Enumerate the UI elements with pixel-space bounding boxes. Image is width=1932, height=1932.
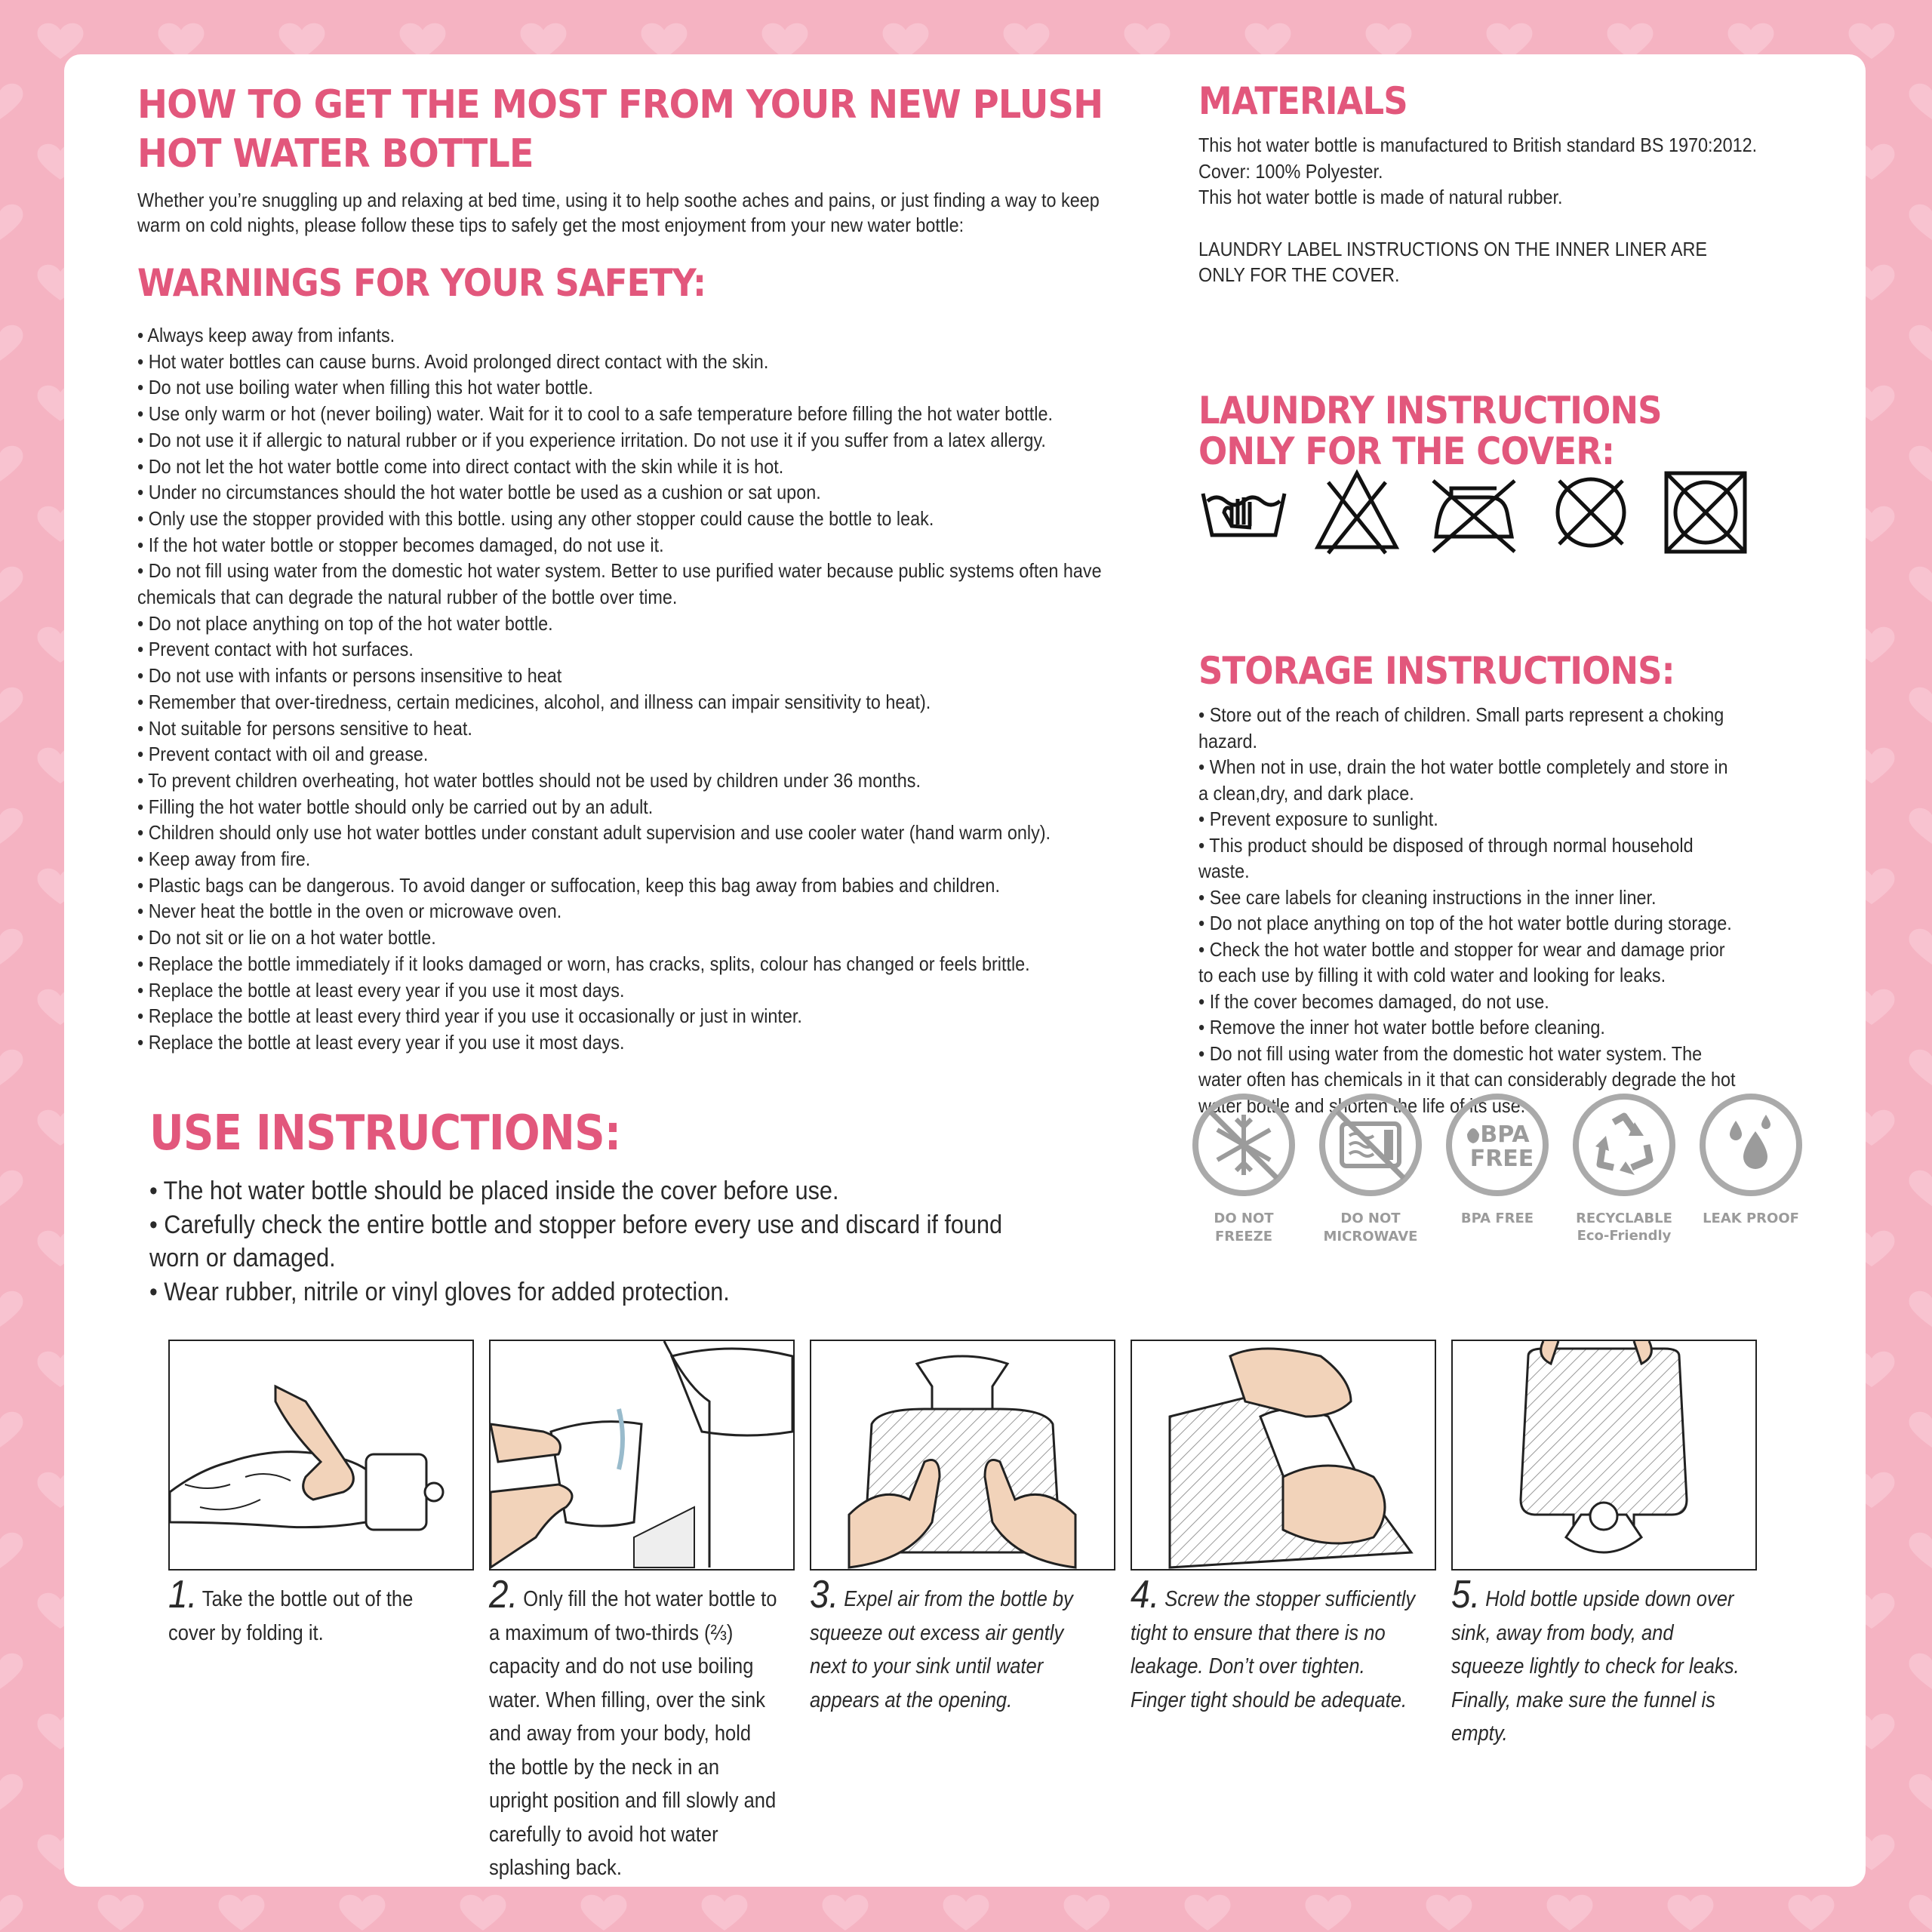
remove-cover-illustration — [168, 1340, 474, 1571]
warning-item: • Prevent contact with oil and grease. — [137, 741, 1170, 768]
storage-title: STORAGE INSTRUCTIONS: — [1198, 649, 1675, 693]
warning-item: • Replace the bottle at least every year if you use it most days. — [137, 977, 1170, 1004]
step-text — [1131, 1573, 1423, 1717]
step-description: Hold bottle upside down over sink, away from body, and squeeze lightly to check for leaks. Finally, make sure the funnel is empty. — [1451, 1587, 1740, 1746]
do-not-iron-icon — [1429, 467, 1519, 558]
warning-item: • Always keep away from infants. — [137, 322, 1170, 349]
left-column — [137, 81, 1179, 1056]
warnings-list — [137, 322, 1170, 1056]
storage-item-text: Do not place anything on top of the hot water bottle during storage. — [1209, 912, 1732, 934]
badge-do-not-freeze — [1183, 1092, 1304, 1246]
badge-recyclable — [1564, 1092, 1684, 1244]
use-item: • Wear rubber, nitrile or vinyl gloves for added protection. — [149, 1275, 1046, 1309]
storage-item-text: Remove the inner hot water bottle before cleaning. — [1209, 1016, 1605, 1038]
warning-item: • Not suitable for persons sensitive to heat. — [137, 715, 1170, 742]
step-text — [489, 1573, 781, 1885]
step-5 — [1451, 1340, 1757, 1751]
recycle-icon — [1571, 1092, 1677, 1198]
storage-item — [1198, 884, 1742, 911]
storage-list — [1198, 702, 1802, 1118]
warning-item: • Replace the bottle at least every third year if you use it occasionally or just in winter. — [137, 1003, 1170, 1029]
warning-item: • Never heat the bottle in the oven or microwave oven. — [137, 898, 1170, 924]
use-item: • Carefully check the entire bottle and stopper before every use and discard if found worn or damaged. — [149, 1208, 1046, 1275]
storage-item-text: If the cover becomes damaged, do not use. — [1209, 989, 1549, 1013]
leak-proof-icon — [1698, 1092, 1804, 1198]
storage-item-text: This product should be disposed of through normal household waste. — [1198, 833, 1694, 882]
storage-item-text: Store out of the reach of children. Small parts represent a choking hazard. — [1198, 703, 1724, 752]
laundry-symbols — [1198, 467, 1802, 558]
materials-line: This hot water bottle is manufactured to British standard BS 1970:2012. — [1198, 134, 1758, 156]
step-description: Take the bottle out of the cover by folding it. — [168, 1587, 414, 1645]
no-freeze-icon — [1191, 1092, 1297, 1198]
warning-item: • Do not sit or lie on a hot water bottle. — [137, 924, 1170, 951]
badge-bpa-free — [1437, 1092, 1558, 1228]
do-not-bleach-icon — [1312, 467, 1402, 558]
storage-item-text: Check the hot water bottle and stopper for wear and damage prior to each use by filling it with cold water and looking for leaks. — [1198, 937, 1725, 986]
do-not-tumble-dry-icon — [1660, 467, 1751, 558]
bullet: • — [1198, 1041, 1210, 1065]
use-item: • The hot water bottle should be placed inside the cover before use. — [149, 1174, 1046, 1208]
warning-item: • Do not use boiling water when filling this hot water bottle. — [137, 374, 1170, 401]
step-number: 2. — [489, 1573, 518, 1617]
no-microwave-icon — [1318, 1092, 1423, 1198]
bpa-free-icon — [1444, 1092, 1550, 1198]
step-1 — [168, 1340, 474, 1650]
storage-item — [1198, 910, 1742, 937]
step-description: Screw the stopper sufficiently tight to ensure that there is no leakage. Don’t over tighten. Finger tight should be adequate. — [1131, 1587, 1416, 1712]
bullet: • — [1198, 937, 1210, 961]
warning-item: • Hot water bottles can cause burns. Avoid prolonged direct contact with the skin. — [137, 349, 1170, 375]
intro-paragraph: Whether you’re snuggling up and relaxing at bed time, using it to help soothe aches and pains, or just finding a way to keep warm on cold nights, please follow these tips to safely get the most enjoyment from your new water bottle: — [137, 189, 1100, 236]
warning-item: • Plastic bags can be dangerous. To avoid danger or suffocation, keep this bag away from babies and children. — [137, 872, 1170, 899]
warning-item: • Under no circumstances should the hot water bottle be used as a cushion or sat upon. — [137, 479, 1170, 506]
do-not-dry-clean-icon — [1546, 467, 1636, 558]
badge-label: DO NOT MICROWAVE — [1323, 1211, 1418, 1244]
step-number: 3. — [810, 1573, 839, 1617]
steps-row — [168, 1340, 1829, 1880]
fill-kettle-illustration — [489, 1340, 795, 1571]
warning-item: • To prevent children overheating, hot water bottles should not be used by children under 36 months. — [137, 768, 1170, 794]
storage-item — [1198, 754, 1742, 806]
feature-badges — [1183, 1092, 1832, 1243]
use-list — [149, 1174, 1046, 1309]
main-title: HOW TO GET THE MOST FROM YOUR NEW PLUSH HOT WATER BOTTLE — [137, 82, 1103, 177]
step-3 — [810, 1340, 1115, 1717]
badge-do-not-microwave — [1310, 1092, 1431, 1246]
step-description: Expel air from the bottle by squeeze out excess air gently next to your sink until water appears at the opening. — [810, 1587, 1073, 1712]
badge-sub-label: Eco-Friendly — [1577, 1228, 1672, 1244]
hand-wash-icon — [1198, 467, 1289, 558]
step-text — [1451, 1573, 1743, 1751]
warning-item: • Do not use with infants or persons insensitive to heat — [137, 663, 1170, 689]
storage-section — [1198, 651, 1802, 1118]
warning-item: • Use only warm or hot (never boiling) water. Wait for it to cool to a safe temperature before filling the hot water bottle. — [137, 401, 1170, 427]
badge-leak-proof — [1690, 1092, 1811, 1228]
warning-item: • Filling the hot water bottle should only be carried out by an adult. — [137, 794, 1170, 820]
warning-item: • Do not place anything on top of the hot water bottle. — [137, 611, 1170, 637]
step-number: 1. — [168, 1573, 198, 1617]
bullet: • — [1198, 808, 1210, 830]
warning-item: • Do not fill using water from the domestic hot water system. Better to use purified water because public systems often have chemicals that can degrade the natural rubber of the bottle over time. — [137, 558, 1170, 610]
badge-label: BPA FREE — [1460, 1211, 1534, 1226]
storage-item — [1198, 832, 1742, 884]
step-description: Only fill the hot water bottle to a maximum of two-thirds (⅔) capacity and do not use boiling water. When filling, over the sink and away from your body, hold the bottle by the neck in an upright position and fill slowly and carefully to avoid hot water splashing back. — [489, 1587, 777, 1880]
badge-label: DO NOT FREEZE — [1214, 1211, 1274, 1244]
storage-item — [1198, 989, 1742, 1015]
warning-item: • If the hot water bottle or stopper becomes damaged, do not use it. — [137, 532, 1170, 558]
expel-air-illustration — [810, 1340, 1115, 1571]
warning-item: • Do not use it if allergic to natural rubber or if you experience irritation. Do not use it if you suffer from a latex allergy. — [137, 427, 1170, 454]
bullet: • — [1198, 833, 1210, 857]
step-text — [168, 1573, 460, 1650]
warning-item: • Children should only use hot water bottles under constant adult supervision and use cooler water (hand warm only). — [137, 820, 1170, 846]
free-icon-text: FREE — [1469, 1146, 1534, 1172]
use-title: USE INSTRUCTIONS: — [149, 1106, 621, 1161]
bullet: • — [1198, 885, 1210, 909]
step-number: 5. — [1451, 1573, 1481, 1617]
bpa-icon-text: BPA — [1480, 1121, 1530, 1148]
badge-label: RECYCLABLE — [1576, 1211, 1672, 1226]
step-text — [810, 1573, 1102, 1717]
storage-item — [1198, 1014, 1742, 1041]
storage-item-text: Prevent exposure to sunlight. — [1209, 808, 1438, 830]
materials-line: Cover: 100% Polyester. — [1198, 159, 1383, 183]
bullet: • — [1198, 1016, 1210, 1038]
materials-line: This hot water bottle is made of natural rubber. — [1198, 186, 1563, 208]
warning-item: • Replace the bottle immediately if it looks damaged or worn, has cracks, splits, colour has changed or feels brittle. — [137, 951, 1170, 977]
warning-item: • Prevent contact with hot surfaces. — [137, 636, 1170, 663]
instruction-card — [64, 54, 1866, 1887]
laundry-title: LAUNDRY INSTRUCTIONS ONLY FOR THE COVER: — [1198, 389, 1662, 473]
warnings-title: WARNINGS FOR YOUR SAFETY: — [137, 261, 706, 305]
warning-item: • Replace the bottle at least every year if you use it most days. — [137, 1029, 1170, 1056]
materials-title: MATERIALS — [1198, 79, 1407, 123]
warning-item: • Only use the stopper provided with this bottle. using any other stopper could cause the bottle to leak. — [137, 506, 1170, 532]
warning-item: • Remember that over-tiredness, certain medicines, alcohol, and illness can impair sensitivity to heat). — [137, 689, 1170, 715]
check-leaks-illustration — [1451, 1340, 1757, 1571]
right-column — [1198, 79, 1847, 1244]
storage-item — [1198, 937, 1742, 989]
badge-label: LEAK PROOF — [1703, 1211, 1799, 1226]
bullet: • — [1198, 703, 1210, 726]
bullet: • — [1198, 755, 1210, 778]
storage-item — [1198, 806, 1742, 832]
step-4 — [1131, 1340, 1436, 1717]
step-number: 4. — [1131, 1573, 1160, 1617]
screw-stopper-illustration — [1131, 1340, 1436, 1571]
laundry-label-note: LAUNDRY LABEL INSTRUCTIONS ON THE INNER LINER ARE ONLY FOR THE COVER. — [1198, 237, 1708, 286]
use-instructions — [149, 1103, 1131, 1309]
bullet: • — [1198, 989, 1210, 1013]
warning-item: • Keep away from fire. — [137, 846, 1170, 872]
storage-item — [1198, 702, 1742, 754]
warning-item: • Do not let the hot water bottle come into direct contact with the skin while it is hot. — [137, 454, 1170, 480]
step-2 — [489, 1340, 795, 1885]
storage-item-text: Do not fill using water from the domestic hot water system. The water often has chemicals in it that can considerably degrade the hot water bottle and shorten the life of its use. — [1198, 1041, 1736, 1117]
storage-item-text: See care labels for cleaning instructions in the inner liner. — [1209, 885, 1657, 909]
storage-item-text: When not in use, drain the hot water bottle completely and store in a clean,dry, and dark place. — [1198, 755, 1728, 804]
bullet: • — [1198, 912, 1210, 934]
